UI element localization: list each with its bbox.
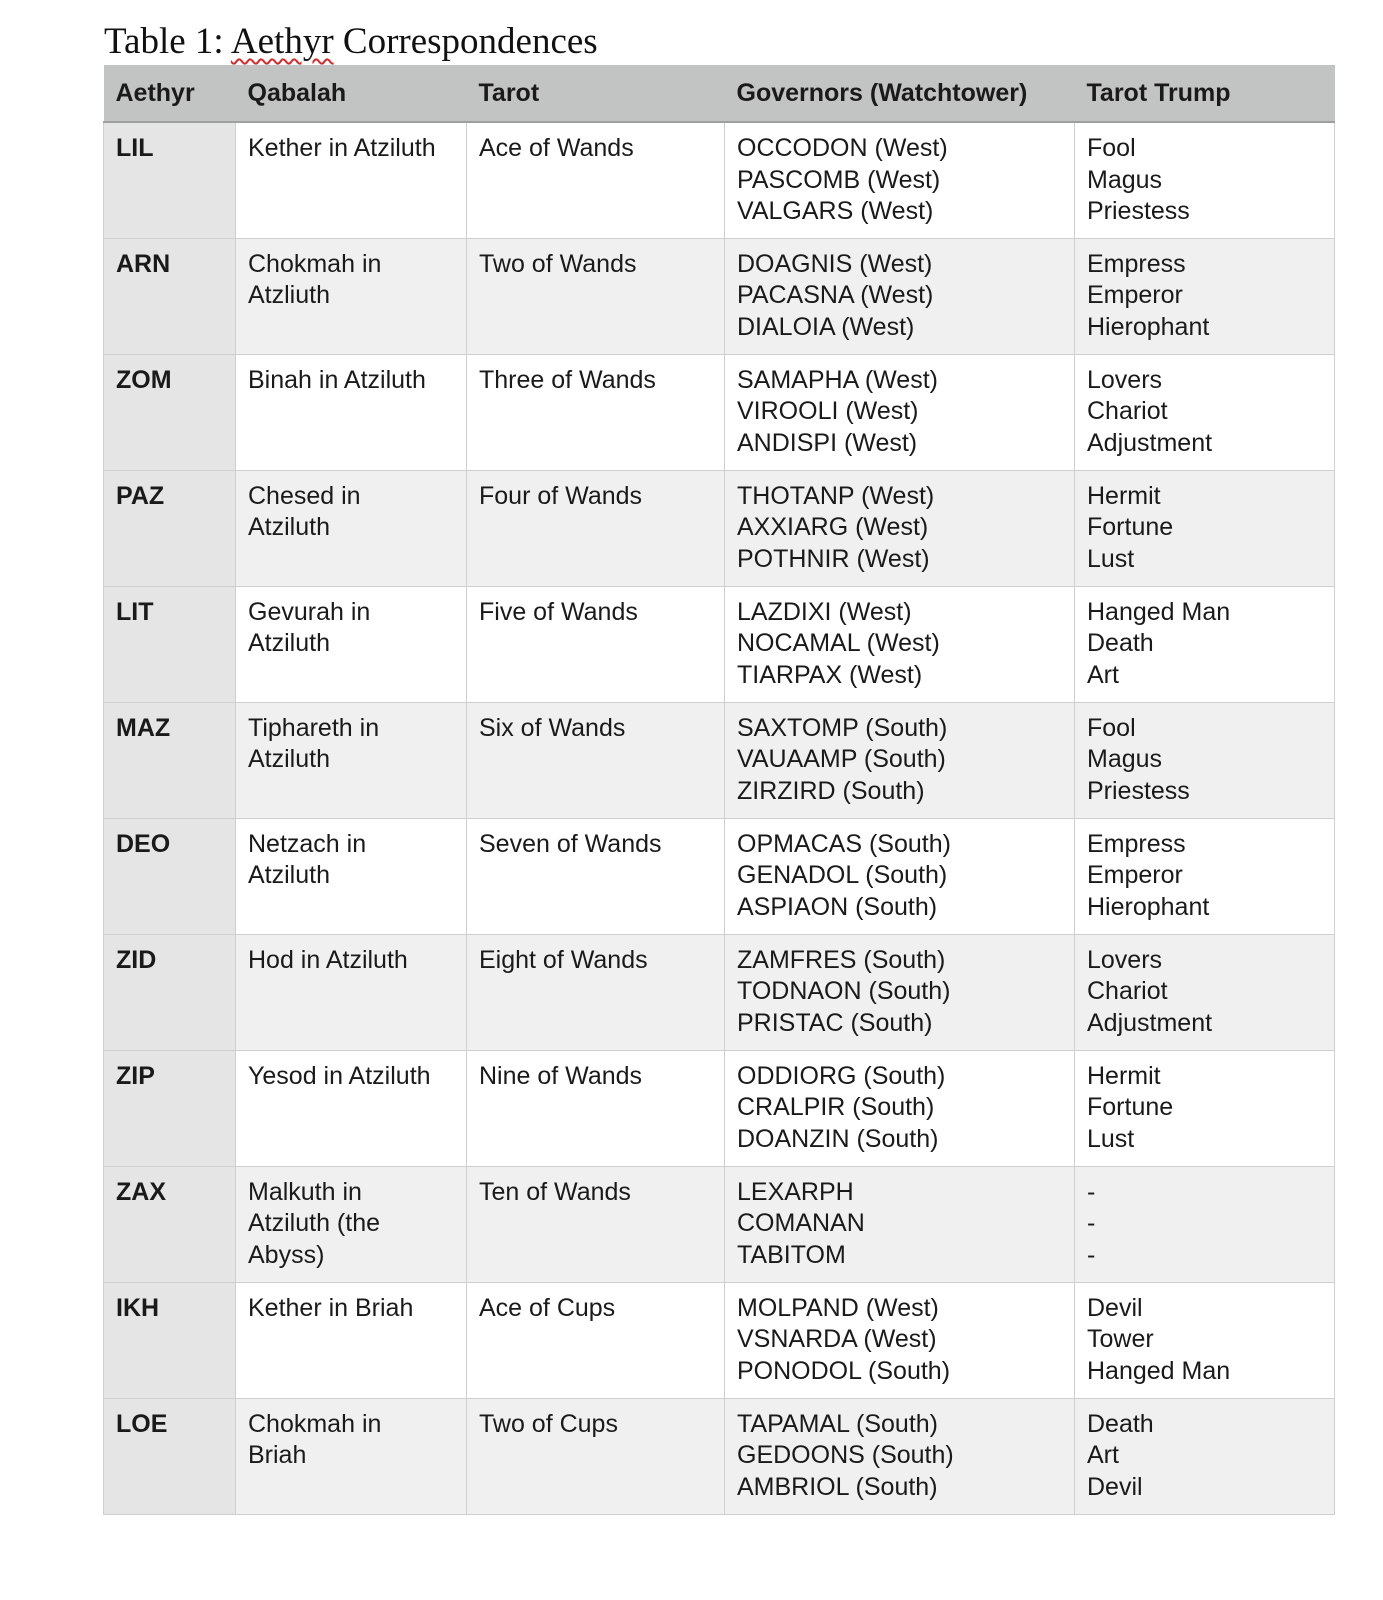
tarot-trump-cell: Hermit Fortune Lust	[1075, 1050, 1335, 1166]
tarot-trump-cell: Empress Emperor Hierophant	[1075, 818, 1335, 934]
qabalah-cell: Yesod in Atziluth	[236, 1050, 467, 1166]
governors-cell: SAXTOMP (South) VAUAAMP (South) ZIRZIRD (South)	[725, 702, 1075, 818]
header-governors: Governors (Watchtower)	[725, 65, 1075, 122]
governors-cell: ODDIORG (South) CRALPIR (South) DOANZIN (South)	[725, 1050, 1075, 1166]
governors-cell: DOAGNIS (West) PACASNA (West) DIALOIA (West)	[725, 238, 1075, 354]
table-row	[104, 1398, 1335, 1514]
aethyr-cell: LIL	[104, 122, 236, 238]
table-row	[104, 818, 1335, 934]
tarot-cell: Ace of Cups	[467, 1282, 725, 1398]
aethyr-cell: ZOM	[104, 354, 236, 470]
tarot-cell: Two of Wands	[467, 238, 725, 354]
header-qabalah: Qabalah	[236, 65, 467, 122]
table-row	[104, 1050, 1335, 1166]
tarot-cell: Nine of Wands	[467, 1050, 725, 1166]
table-row	[104, 238, 1335, 354]
qabalah-cell: Binah in Atziluth	[236, 354, 467, 470]
tarot-cell: Six of Wands	[467, 702, 725, 818]
header-tarot: Tarot	[467, 65, 725, 122]
tarot-trump-cell: Lovers Chariot Adjustment	[1075, 934, 1335, 1050]
governors-cell: TAPAMAL (South) GEDOONS (South) AMBRIOL (South)	[725, 1398, 1075, 1514]
caption-prefix: Table 1:	[104, 21, 231, 62]
tarot-trump-cell: - - -	[1075, 1166, 1335, 1282]
tarot-cell: Two of Cups	[467, 1398, 725, 1514]
tarot-trump-cell: Fool Magus Priestess	[1075, 122, 1335, 238]
table-row	[104, 934, 1335, 1050]
tarot-cell: Seven of Wands	[467, 818, 725, 934]
aethyr-cell: IKH	[104, 1282, 236, 1398]
qabalah-cell: Kether in Atziluth	[236, 122, 467, 238]
aethyr-cell: ARN	[104, 238, 236, 354]
aethyr-cell: LIT	[104, 586, 236, 702]
governors-cell: LAZDIXI (West) NOCAMAL (West) TIARPAX (West)	[725, 586, 1075, 702]
aethyr-cell: DEO	[104, 818, 236, 934]
table-header-row	[104, 65, 1335, 122]
table-row	[104, 354, 1335, 470]
tarot-cell: Five of Wands	[467, 586, 725, 702]
tarot-cell: Four of Wands	[467, 470, 725, 586]
governors-cell: OCCODON (West) PASCOMB (West) VALGARS (West)	[725, 122, 1075, 238]
governors-cell: MOLPAND (West) VSNARDA (West) PONODOL (South)	[725, 1282, 1075, 1398]
table-row	[104, 1282, 1335, 1398]
qabalah-cell: Chesed in Atziluth	[236, 470, 467, 586]
table-row	[104, 1166, 1335, 1282]
table-row	[104, 122, 1335, 238]
caption-suffix: Correspondences	[333, 21, 598, 62]
table-row	[104, 586, 1335, 702]
tarot-cell: Three of Wands	[467, 354, 725, 470]
tarot-cell: Eight of Wands	[467, 934, 725, 1050]
table-caption	[104, 18, 598, 66]
header-tarot-trump: Tarot Trump	[1075, 65, 1335, 122]
governors-cell: LEXARPH COMANAN TABITOM	[725, 1166, 1075, 1282]
qabalah-cell: Chokmah in Atzliuth	[236, 238, 467, 354]
qabalah-cell: Kether in Briah	[236, 1282, 467, 1398]
tarot-trump-cell: Death Art Devil	[1075, 1398, 1335, 1514]
governors-cell: ZAMFRES (South) TODNAON (South) PRISTAC (South)	[725, 934, 1075, 1050]
tarot-trump-cell: Fool Magus Priestess	[1075, 702, 1335, 818]
aethyr-cell: MAZ	[104, 702, 236, 818]
tarot-cell: Ace of Wands	[467, 122, 725, 238]
tarot-trump-cell: Lovers Chariot Adjustment	[1075, 354, 1335, 470]
tarot-trump-cell: Devil Tower Hanged Man	[1075, 1282, 1335, 1398]
tarot-cell: Ten of Wands	[467, 1166, 725, 1282]
qabalah-cell: Hod in Atziluth	[236, 934, 467, 1050]
governors-cell: OPMACAS (South) GENADOL (South) ASPIAON (South)	[725, 818, 1075, 934]
aethyr-cell: ZID	[104, 934, 236, 1050]
governors-cell: SAMAPHA (West) VIROOLI (West) ANDISPI (West)	[725, 354, 1075, 470]
tarot-trump-cell: Hermit Fortune Lust	[1075, 470, 1335, 586]
qabalah-cell: Netzach in Atziluth	[236, 818, 467, 934]
aethyr-cell: LOE	[104, 1398, 236, 1514]
aethyr-correspondence-table	[103, 65, 1335, 1515]
caption-spellcheck-word[interactable]: Aethyr	[230, 21, 334, 62]
qabalah-cell: Tiphareth in Atziluth	[236, 702, 467, 818]
header-aethyr: Aethyr	[104, 65, 236, 122]
aethyr-cell: PAZ	[104, 470, 236, 586]
tarot-trump-cell: Hanged Man Death Art	[1075, 586, 1335, 702]
governors-cell: THOTANP (West) AXXIARG (West) POTHNIR (West)	[725, 470, 1075, 586]
qabalah-cell: Malkuth in Atziluth (the Abyss)	[236, 1166, 467, 1282]
aethyr-cell: ZIP	[104, 1050, 236, 1166]
table-row	[104, 702, 1335, 818]
table-row	[104, 470, 1335, 586]
qabalah-cell: Chokmah in Briah	[236, 1398, 467, 1514]
qabalah-cell: Gevurah in Atziluth	[236, 586, 467, 702]
tarot-trump-cell: Empress Emperor Hierophant	[1075, 238, 1335, 354]
aethyr-cell: ZAX	[104, 1166, 236, 1282]
